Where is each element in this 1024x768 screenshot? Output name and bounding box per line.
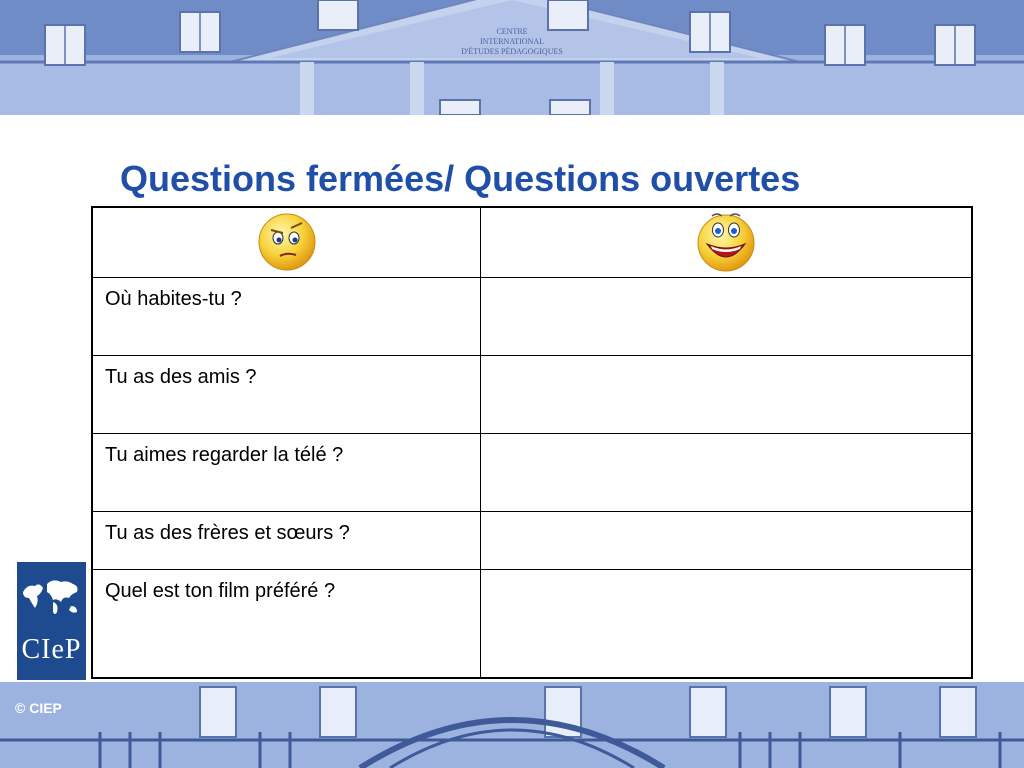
- world-map-icon: [17, 562, 86, 632]
- question-cell: [92, 356, 481, 434]
- questions-table: [91, 206, 973, 679]
- answer-cell: [481, 512, 973, 570]
- table-row: [92, 356, 972, 434]
- copyright-text: © CIEP: [15, 700, 62, 716]
- answer-text: [481, 356, 971, 366]
- table-row: [92, 512, 972, 570]
- question-text: Tu as des frères et sœurs ?: [105, 522, 350, 544]
- answer-cell: [481, 356, 973, 434]
- building-facade-image: [0, 0, 1024, 115]
- question-cell: [92, 278, 481, 356]
- question-cell: [92, 570, 481, 679]
- banner-inscription-line-1: CENTRE: [496, 27, 528, 36]
- footer-banner-image: [0, 682, 1024, 768]
- banner-inscription-line-3: D'ÉTUDES PÉDAGOGIQUES: [461, 47, 563, 56]
- question-cell: [92, 434, 481, 512]
- banner-inscription-line-2: INTERNATIONAL: [480, 37, 544, 46]
- ciep-logo: [17, 562, 86, 680]
- question-cell: [92, 512, 481, 570]
- answer-text: [481, 434, 971, 444]
- answer-cell: [481, 434, 973, 512]
- happy-smiley-icon: [695, 208, 757, 272]
- puzzled-smiley-icon: [256, 209, 318, 271]
- answer-text: [481, 278, 971, 288]
- table-row: [92, 278, 972, 356]
- question-text: Quel est ton film préféré ?: [105, 580, 336, 602]
- gate-facade-image: [0, 682, 1024, 768]
- question-text: Où habites-tu ?: [105, 288, 242, 310]
- question-text: Tu aimes regarder la télé ?: [105, 444, 344, 466]
- table-row: [92, 570, 972, 679]
- logo-text: CIeP: [21, 634, 82, 665]
- answer-cell: [481, 570, 973, 679]
- slide-title: Questions fermées/ Questions ouvertes: [120, 158, 801, 199]
- table-header-row: [92, 207, 972, 278]
- question-text: Tu as des amis ?: [105, 366, 257, 388]
- answer-text: [481, 570, 971, 580]
- header-cell-closed: [92, 207, 481, 278]
- header-cell-open: [481, 207, 973, 278]
- table-row: [92, 434, 972, 512]
- header-banner-image: [0, 0, 1024, 115]
- answer-text: [481, 512, 971, 522]
- answer-cell: [481, 278, 973, 356]
